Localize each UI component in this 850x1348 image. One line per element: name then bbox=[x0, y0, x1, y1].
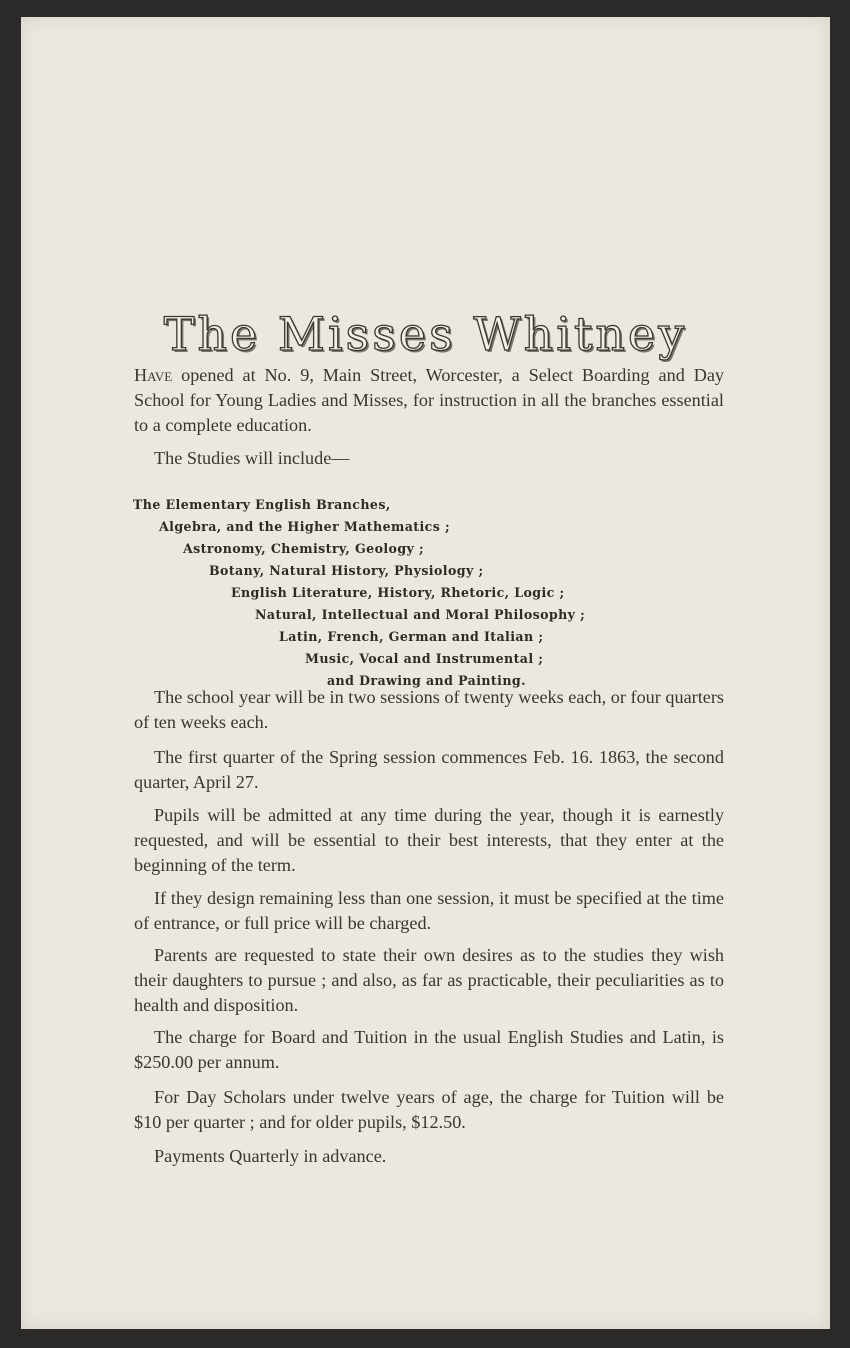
study-item: Music, Vocal and Instrumental ; bbox=[305, 651, 544, 666]
study-item: The Elementary English Branches, bbox=[133, 497, 391, 512]
paragraph-spring-session: The first quarter of the Spring session commences Feb. 16. 1863, the second quarter, April 27. bbox=[134, 747, 724, 792]
document-title: The Misses Whitney bbox=[163, 307, 688, 361]
paragraph-session-length: If they design remaining less than one session, it must be specified at the time of entrance, or full price will be charged. bbox=[134, 888, 724, 933]
study-item: Latin, French, German and Italian ; bbox=[279, 629, 544, 644]
study-item: Algebra, and the Higher Mathematics ; bbox=[159, 519, 451, 534]
paragraph-board-charge: The charge for Board and Tuition in the usual English Studies and Latin, is $250.00 per annum. bbox=[134, 1027, 724, 1072]
intro-lead-word: Have bbox=[134, 365, 173, 385]
document-page bbox=[21, 17, 830, 1329]
study-item: English Literature, History, Rhetoric, Logic ; bbox=[231, 585, 565, 600]
paragraph-school-year: The school year will be in two sessions of twenty weeks each, or four quarters of ten weeks each. bbox=[134, 687, 724, 732]
study-item: Astronomy, Chemistry, Geology ; bbox=[183, 541, 425, 556]
paragraph-day-scholars: For Day Scholars under twelve years of age, the charge for Tuition will be $10 per quarter ; and for older pupils, $12.50. bbox=[134, 1087, 724, 1132]
intro-text: opened at No. 9, Main Street, Worcester, a Select Boarding and Day School for Young Ladies and Misses, for instruction in all the branches essential to a complete education. bbox=[134, 365, 724, 435]
intro-paragraph bbox=[134, 363, 724, 438]
paragraph-payments: Payments Quarterly in advance. bbox=[154, 1146, 387, 1166]
paragraph-parents: Parents are requested to state their own desires as to the studies they wish their daughters to pursue ; and also, as far as practicable, their peculiarities as to health and disposition. bbox=[134, 945, 724, 1015]
study-item: Botany, Natural History, Physiology ; bbox=[209, 563, 484, 578]
studies-intro: The Studies will include— bbox=[154, 448, 350, 468]
study-item: Natural, Intellectual and Moral Philosophy ; bbox=[255, 607, 586, 622]
paragraph-admission: Pupils will be admitted at any time during the year, though it is earnestly requested, and will be essential to their best interests, that they enter at the beginning of the term. bbox=[134, 805, 724, 875]
study-item: and Drawing and Painting. bbox=[327, 673, 526, 688]
